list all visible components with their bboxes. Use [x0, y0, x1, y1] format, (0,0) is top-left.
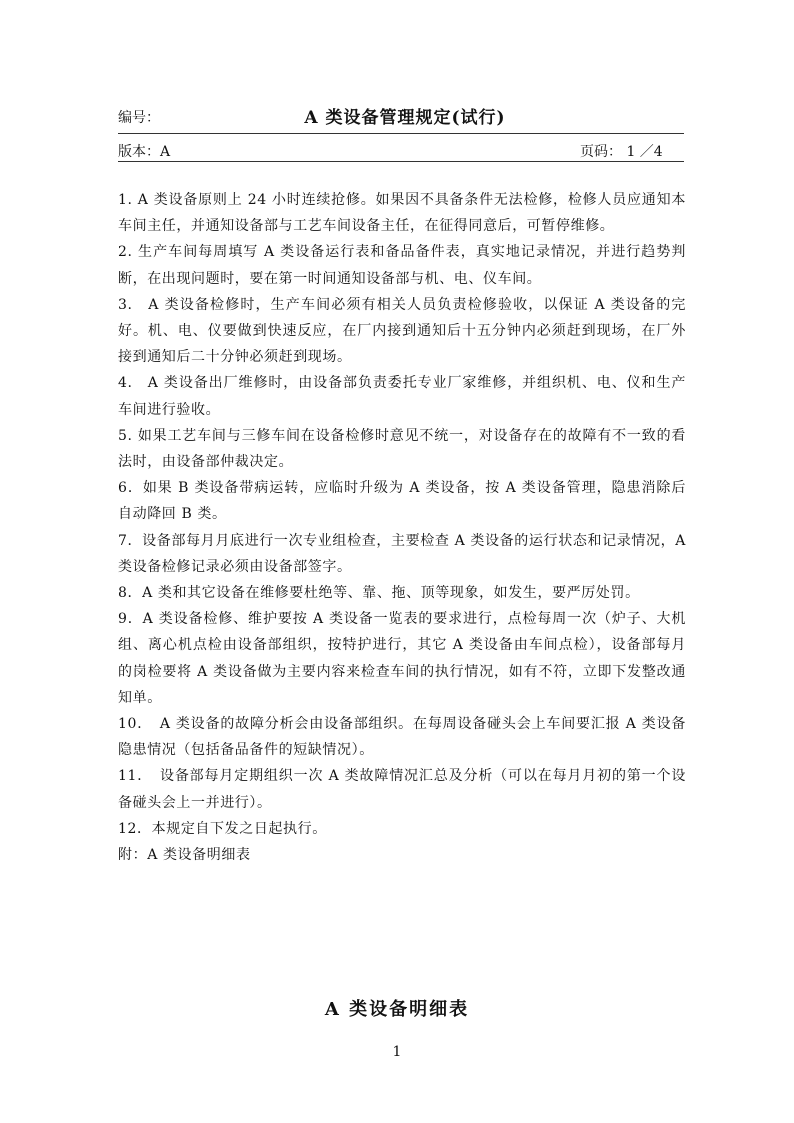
clause-4: 4. A 类设备出厂维修时，由设备部负责委托专业厂家维修，并组织机、电、仪和生产车间进行验收。	[118, 375, 686, 418]
clause-7: 7．设备部每月月底进行一次专业组检查，主要检查 A 类设备的运行状态和记录情况，A 类设备检修记录必须由设备部签字。	[118, 532, 686, 575]
clause-3: 3. A 类设备检修时，生产车间必须有相关人员负责检修验收，以保证 A 类设备的完好。机、电、仪要做到快速反应，在厂内接到通知后十五分钟内必须赶到现场，在厂外接到通知后二十分钟必须赶到现场。	[118, 296, 686, 366]
header-divider-bottom	[118, 161, 684, 162]
document-body	[118, 187, 686, 868]
clause-1: 1. A 类设备原则上 24 小时连续抢修。如果因不具备条件无法检修，检修人员应通知本车间主任，并通知设备部与工艺车间设备主任，在征得同意后，可暂停维修。	[118, 192, 686, 235]
section-title: A 类设备明细表	[324, 999, 470, 1020]
clause-8: 8．A 类和其它设备在维修要杜绝等、靠、拖、顶等现象，如发生，要严厉处罚。	[118, 585, 640, 602]
clause-2: 2. 生产车间每周填写 A 类设备运行表和备品备件表，真实地记录情况，并进行趋势判断，在出现问题时，要在第一时间通知设备部与机、电、仪车间。	[118, 244, 686, 287]
clause-11: 11． 设备部每月定期组织一次 A 类故障情况汇总及分析（可以在每月月初的第一个设备碰头会上一并进行）。	[118, 768, 686, 811]
page-indicator: 页码： 1 ／4	[580, 144, 663, 160]
clause-9: 9．A 类设备检修、维护要按 A 类设备一览表的要求进行，点检每周一次（炉子、大机组、离心机点检由设备部组织，按特护进行，其它 A 类设备由车间点检），设备部每月的岗检要将 A 类设备做为主要内容来检查车间的执行情况，如有不符，立即下发整改通知单。	[118, 611, 686, 706]
clause-12: 12．本规定自下发之日起执行。	[118, 820, 327, 837]
clause-5: 5. 如果工艺车间与三修车间在设备检修时意见不统一，对设备存在的故障有不一致的看法时，由设备部仲裁决定。	[118, 427, 686, 471]
document-title: A 类设备管理规定(试行)	[304, 108, 506, 128]
version-label: 版本：A	[118, 144, 171, 160]
clause-10: 10． A 类设备的故障分析会由设备部组织。在每周设备碰头会上车间要汇报 A 类设备隐患情况（包括备品备件的短缺情况）。	[118, 716, 686, 759]
clause-6: 6．如果 B 类设备带病运转，应临时升级为 A 类设备，按 A 类设备管理，隐患消除后自动降回 B 类。	[118, 480, 686, 523]
attachment-note: 附：A 类设备明细表	[118, 847, 251, 864]
header-divider-top	[118, 133, 684, 134]
document-code-label: 编号：	[118, 110, 160, 126]
page-number: 1	[392, 1044, 402, 1060]
